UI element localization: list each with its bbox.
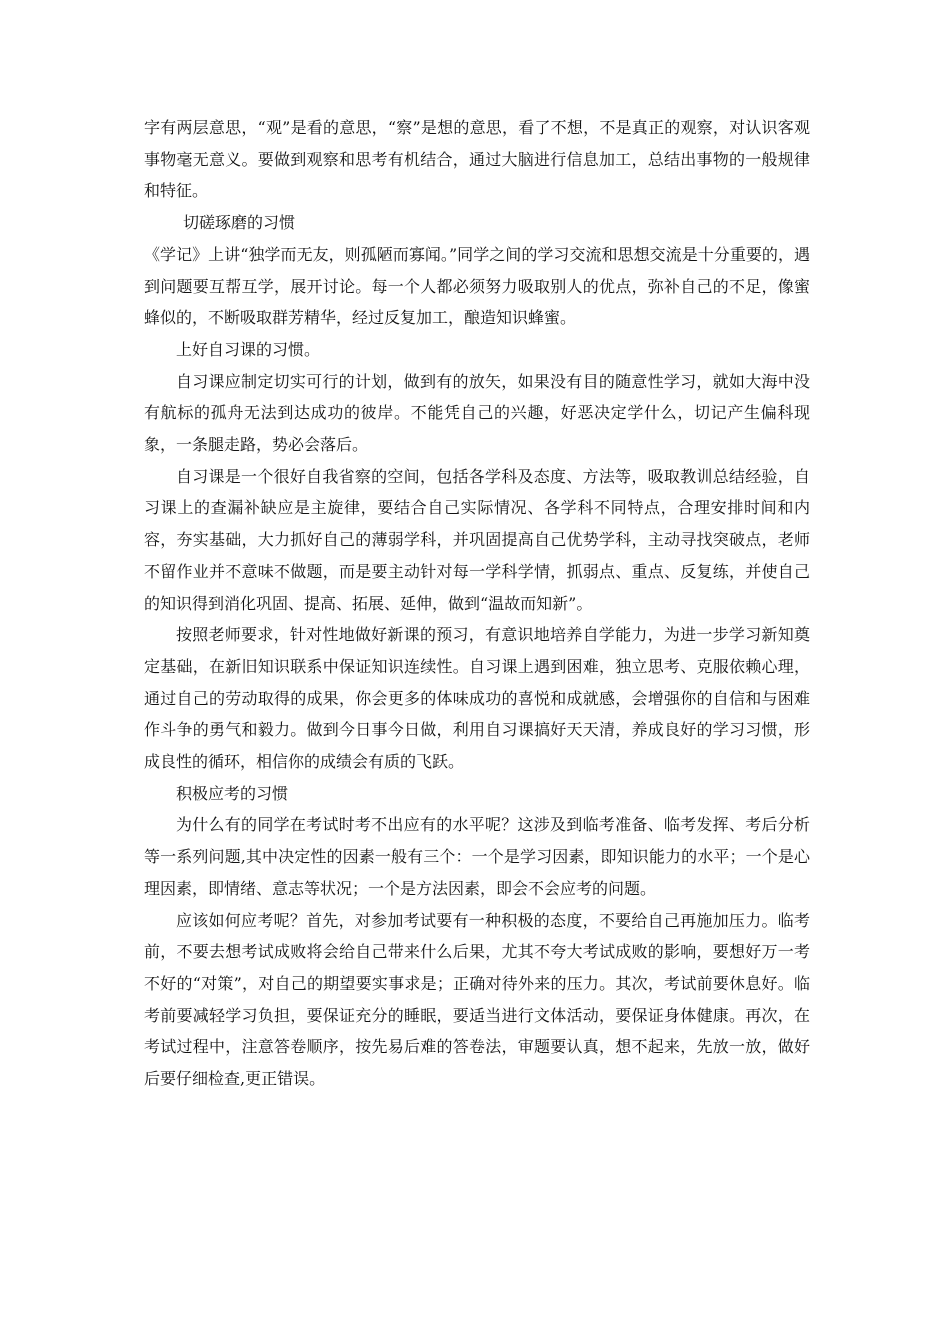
heading-exam-habit: 积极应考的习惯 (176, 783, 289, 803)
paragraph-self-study-reflection: 自习课是一个很好自我省察的空间，包括各学科及态度、方法等，吸取教训总结经验，自习课上的查漏补缺应是主旋律，要结合自己实际情况、各学科不同特点，合理安排时间和内容，夯实基础，大力抓好自己的薄弱学科，并巩固提高自己优势学科，主动寻找突破点，老师不留作业并不意味不做题，而是要主动针对每一学科学情，抓弱点、重点、反复练，并使自己的知识得到消化巩固、提高、拓展、延伸，做到“温故而知新”。 (144, 466, 810, 613)
heading-self-study-habit: 上好自习课的习惯。 (176, 339, 321, 359)
paragraph-exam-strategy: 应该如何应考呢？首先，对参加考试要有一种积极的态度，不要给自己再施加压力。临考前，不要去想考试成败将会给自己带来什么后果，尤其不夸大考试成败的影响，要想好万一考不好的“对策”，对自己的期望要实事求是；正确对待外来的压力。其次，考试前要休息好。临考前要减轻学习负担，要保证充分的睡眠，要适当进行文体活动，要保证身体健康。再次，在考试过程中，注意答卷顺序，按先易后难的答卷法，审题要认真，想不起来，先放一放，做好后要仔细检查,更正错误。 (144, 910, 810, 1089)
paragraph-preview-lessons: 按照老师要求，针对性地做好新课的预习，有意识地培养自学能力，为进一步学习新知奠定基础，在新旧知识联系中保证知识连续性。自习课上遇到困难，独立思考、克服依赖心理，通过自己的劳动取得的成果，你会更多的体味成功的喜悦和成就感，会增强你的自信和与困难作斗争的勇气和毅力。做到今日事今日做，利用自习课搞好天天清，养成良好的学习习惯，形成良性的循环，相信你的成绩会有质的飞跃。 (144, 625, 810, 772)
paragraph-exam-factors: 为什么有的同学在考试时考不出应有的水平呢？这涉及到临考准备、临考发挥、考后分析等一系列问题,其中决定性的因素一般有三个：一个是学习因素，即知识能力的水平；一个是心理因素，即情绪、意志等状况；一个是方法因素，即会不会应考的问题。 (144, 815, 810, 898)
paragraph-xueji-quote: 《学记》上讲“独学而无友，则孤陋而寡闻。”同学之间的学习交流和思想交流是十分重要的，遇到问题要互帮互学，展开讨论。每一个人都必须努力吸取别人的优点，弥补自己的不足，像蜜蜂似的，不断吸取群芳精华，经过反复加工，酿造知识蜂蜜。 (144, 244, 810, 328)
paragraph-observation-meaning: 字有两层意思，“观”是看的意思，“察”是想的意思，看了不想，不是真正的观察，对认识客观事物毫无意义。要做到观察和思考有机结合，通过大脑进行信息加工，总结出事物的一般规律和特征。 (144, 118, 810, 201)
paragraph-self-study-plan: 自习课应制定切实可行的计划，做到有的放矢，如果没有目的随意性学习，就如大海中没有航标的孤舟无法到达成功的彼岸。不能凭自己的兴趣，好恶决定学什么，切记产生偏科现象，一条腿走路，势必会落后。 (144, 371, 810, 455)
heading-discussion-habit: 切磋琢磨的习惯 (183, 213, 296, 233)
document-body (144, 112, 810, 1095)
